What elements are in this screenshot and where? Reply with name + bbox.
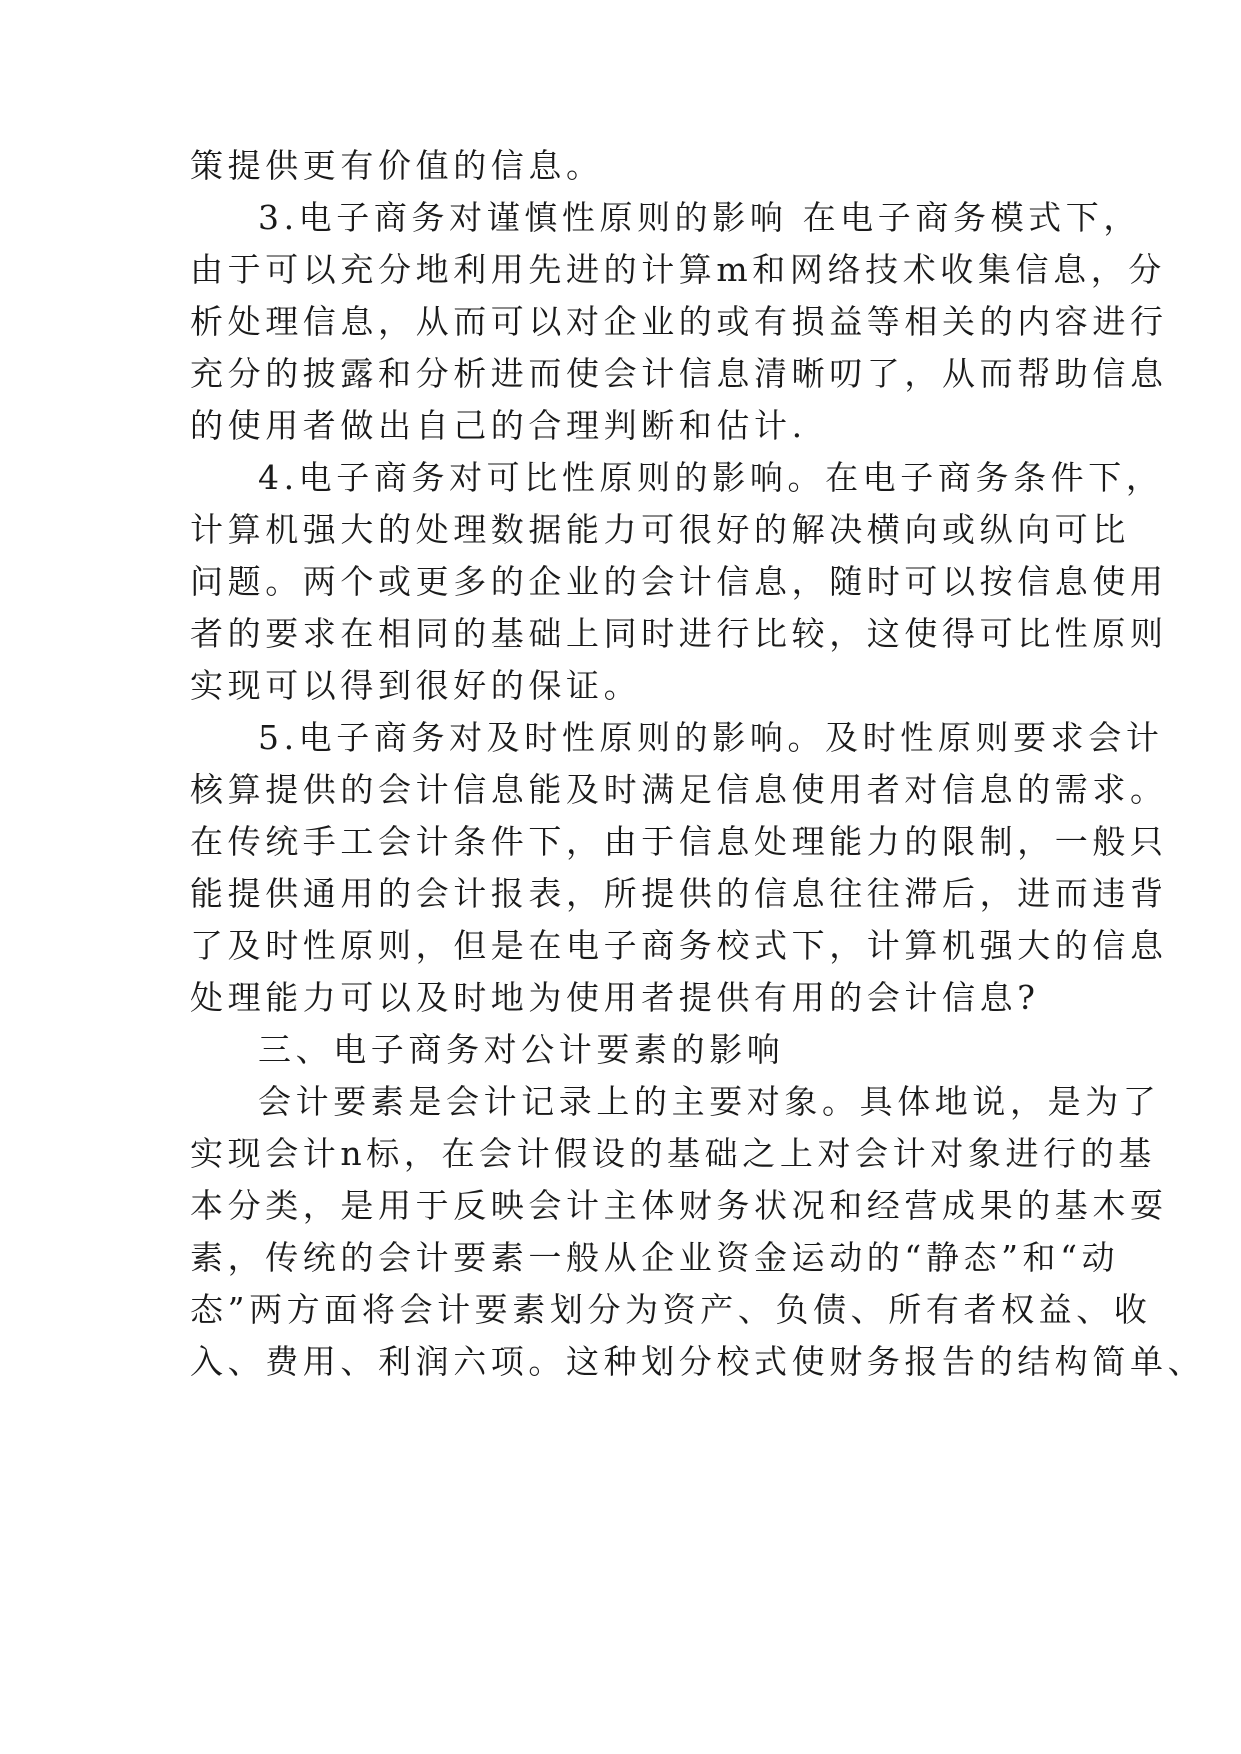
text-line: 能提供通用的会计报表，所提供的信息往往滞后，进而违背 xyxy=(190,874,1168,913)
text-line: 计算机强大的处理数据能力可很好的解决横向或纵向可比 xyxy=(190,510,1130,549)
text-line: 在传统手工会计条件下，由于信息处理能力的限制，一般只 xyxy=(190,822,1168,861)
text-line: 实现可以得到很好的保证。 xyxy=(190,666,642,705)
text-line: 实现会计n标，在会计假设的基础之上对会计对象进行的基 xyxy=(190,1134,1156,1173)
text-line: 本分类，是用于反映会计主体财务状况和经营成果的基木耍 xyxy=(190,1186,1168,1225)
text-line: 问题。两个或更多的企业的会计信息，随时可以按信息使用 xyxy=(190,562,1168,601)
text-line: 处理能力可以及时地为使用者提供有用的会计信息? xyxy=(190,978,1040,1017)
text-line: 析处理信息，从而可以对企业的或有损益等相关的内容进行 xyxy=(190,302,1168,341)
section-heading: 三、电子商务对公计要素的影响 xyxy=(258,1030,785,1069)
text-line: 素，传统的会计要素一般从企业资金运动的“静态”和“动 xyxy=(190,1238,1120,1277)
text-line: 的使用者做出自己的合理判断和估计. xyxy=(190,406,807,445)
text-line: 4.电子商务对可比性原则的影响。在电子商务条件下， xyxy=(258,458,1164,497)
text-line: 会计要素是会计记录上的主要对象。具体地说，是为了 xyxy=(258,1082,1161,1121)
text-line: 策提供更有价值的信息。 xyxy=(190,146,604,185)
text-line: 者的要求在相同的基础上同时进行比较，这使得可比性原则 xyxy=(190,614,1168,653)
text-line: 态”两方面将会计要素划分为资产、负债、所有者权益、收 xyxy=(190,1290,1152,1329)
text-line: 了及时性原则，但是在电子商务校式下，计算机强大的信息 xyxy=(190,926,1168,965)
text-line: 入、费用、利润六项。这种划分校式使财务报告的结构简单、 xyxy=(190,1342,1206,1381)
text-line: 核算提供的会计信息能及时满足信息使用者对信息的需求。 xyxy=(190,770,1168,809)
text-line: 充分的披露和分析进而使会计信息清晰叨了，从而帮助信息 xyxy=(190,354,1168,393)
text-line: 由于可以充分地利用先进的计算m和网络技术收集信息，分 xyxy=(190,250,1166,289)
text-line: 3.电子商务对谨慎性原则的影响 在电子商务模式下， xyxy=(258,198,1141,237)
text-line: 5.电子商务对及时性原则的影响。及时性原则要求会计 xyxy=(258,718,1164,757)
